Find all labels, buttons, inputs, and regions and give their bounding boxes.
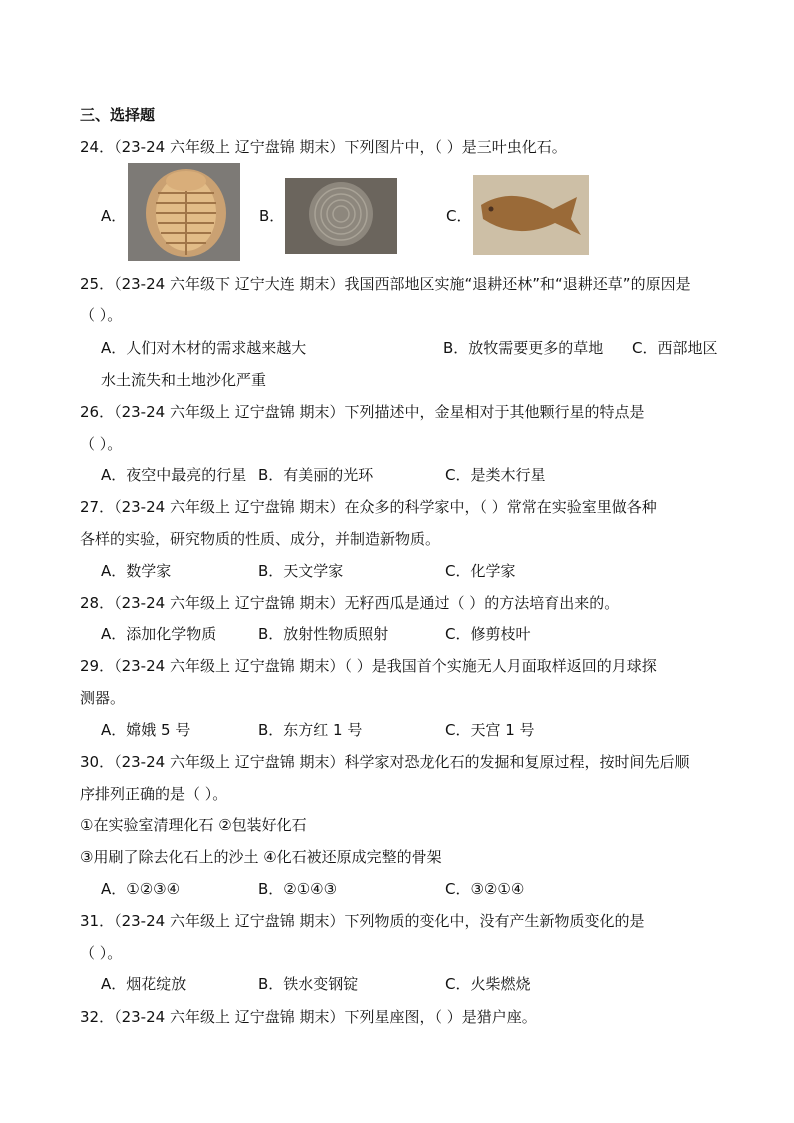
question-27-text: 27．（23-24 六年级上 辽宁盘锦 期末）在众多的科学家中，（ ）常常在实验室里做各种 [80,498,657,516]
q28-option-c[interactable]: C．修剪枝叶 [445,625,531,643]
trilobite-fossil-image[interactable] [128,163,240,261]
section-title: 三、选择题 [80,106,156,124]
q30-step-line-1: ①在实验室清理化石 ②包装好化石 [80,816,307,834]
question-28-text: 28．（23-24 六年级上 辽宁盘锦 期末）无籽西瓜是通过（ ）的方法培育出来的。 [80,594,620,612]
question-31-text-cont: （ ）。 [80,944,123,962]
q25-option-a[interactable]: A．人们对木材的需求越来越大 [101,339,307,357]
question-25-text: 25．（23-24 六年级下 辽宁大连 期末）我国西部地区实施“退耕还林”和“退耕还草”的原因是 [80,275,691,293]
q27-option-a[interactable]: A．数学家 [101,562,172,580]
q25-option-c-cont: 水土流失和土地沙化严重 [101,371,267,389]
q25-option-c[interactable]: C．西部地区 [632,339,718,357]
q29-option-b[interactable]: B．东方红 1 号 [258,721,363,739]
question-32-text: 32．（23-24 六年级上 辽宁盘锦 期末）下列星座图，（ ）是猎户座。 [80,1008,537,1026]
q28-option-a[interactable]: A．添加化学物质 [101,625,217,643]
q24-option-b-label[interactable]: B． [259,207,285,225]
q31-option-a[interactable]: A．烟花绽放 [101,975,187,993]
q27-option-c[interactable]: C．化学家 [445,562,516,580]
q29-option-a[interactable]: A．嫦娥 5 号 [101,721,191,739]
q24-option-a-label[interactable]: A． [101,207,127,225]
q26-option-b[interactable]: B．有美丽的光环 [258,466,374,484]
question-27-text-cont: 各样的实验，研究物质的性质、成分，并制造新物质。 [80,530,441,548]
q30-option-a[interactable]: A．①②③④ [101,880,181,898]
q31-option-b[interactable]: B．铁水变钢锭 [258,975,359,993]
q30-option-c[interactable]: C．③②①④ [445,880,525,898]
q29-option-c[interactable]: C．天宫 1 号 [445,721,535,739]
q30-option-b[interactable]: B．②①④③ [258,880,338,898]
question-25-text-cont: （ ）。 [80,306,123,324]
q26-option-c[interactable]: C．是类木行星 [445,466,546,484]
q30-step-line-2: ③用刷了除去化石上的沙土 ④化石被还原成完整的骨架 [80,848,442,866]
q31-option-c[interactable]: C．火柴燃烧 [445,975,531,993]
fish-fossil-image[interactable] [473,175,589,255]
q24-option-c-label[interactable]: C． [446,207,472,225]
q28-option-b[interactable]: B．放射性物质照射 [258,625,389,643]
question-26-text-cont: （ ）。 [80,435,123,453]
shell-fossil-image[interactable] [285,178,397,254]
question-29-text-cont: 测器。 [80,689,126,707]
q27-option-b[interactable]: B．天文学家 [258,562,344,580]
question-30-text: 30．（23-24 六年级上 辽宁盘锦 期末）科学家对恐龙化石的发掘和复原过程，按时间先后顺 [80,753,690,771]
question-24-text: 24．（23-24 六年级上 辽宁盘锦 期末）下列图片中，（ ）是三叶虫化石。 [80,138,567,156]
q26-option-a[interactable]: A．夜空中最亮的行星 [101,466,247,484]
question-31-text: 31．（23-24 六年级上 辽宁盘锦 期末）下列物质的变化中，没有产生新物质变化的是 [80,912,645,930]
question-26-text: 26．（23-24 六年级上 辽宁盘锦 期末）下列描述中，金星相对于其他颗行星的特点是 [80,403,645,421]
q25-option-b[interactable]: B．放牧需要更多的草地 [443,339,604,357]
question-29-text: 29．（23-24 六年级上 辽宁盘锦 期末）（ ）是我国首个实施无人月面取样返回的月球探 [80,657,657,675]
question-30-text-cont: 序排列正确的是（ ）。 [80,785,228,803]
